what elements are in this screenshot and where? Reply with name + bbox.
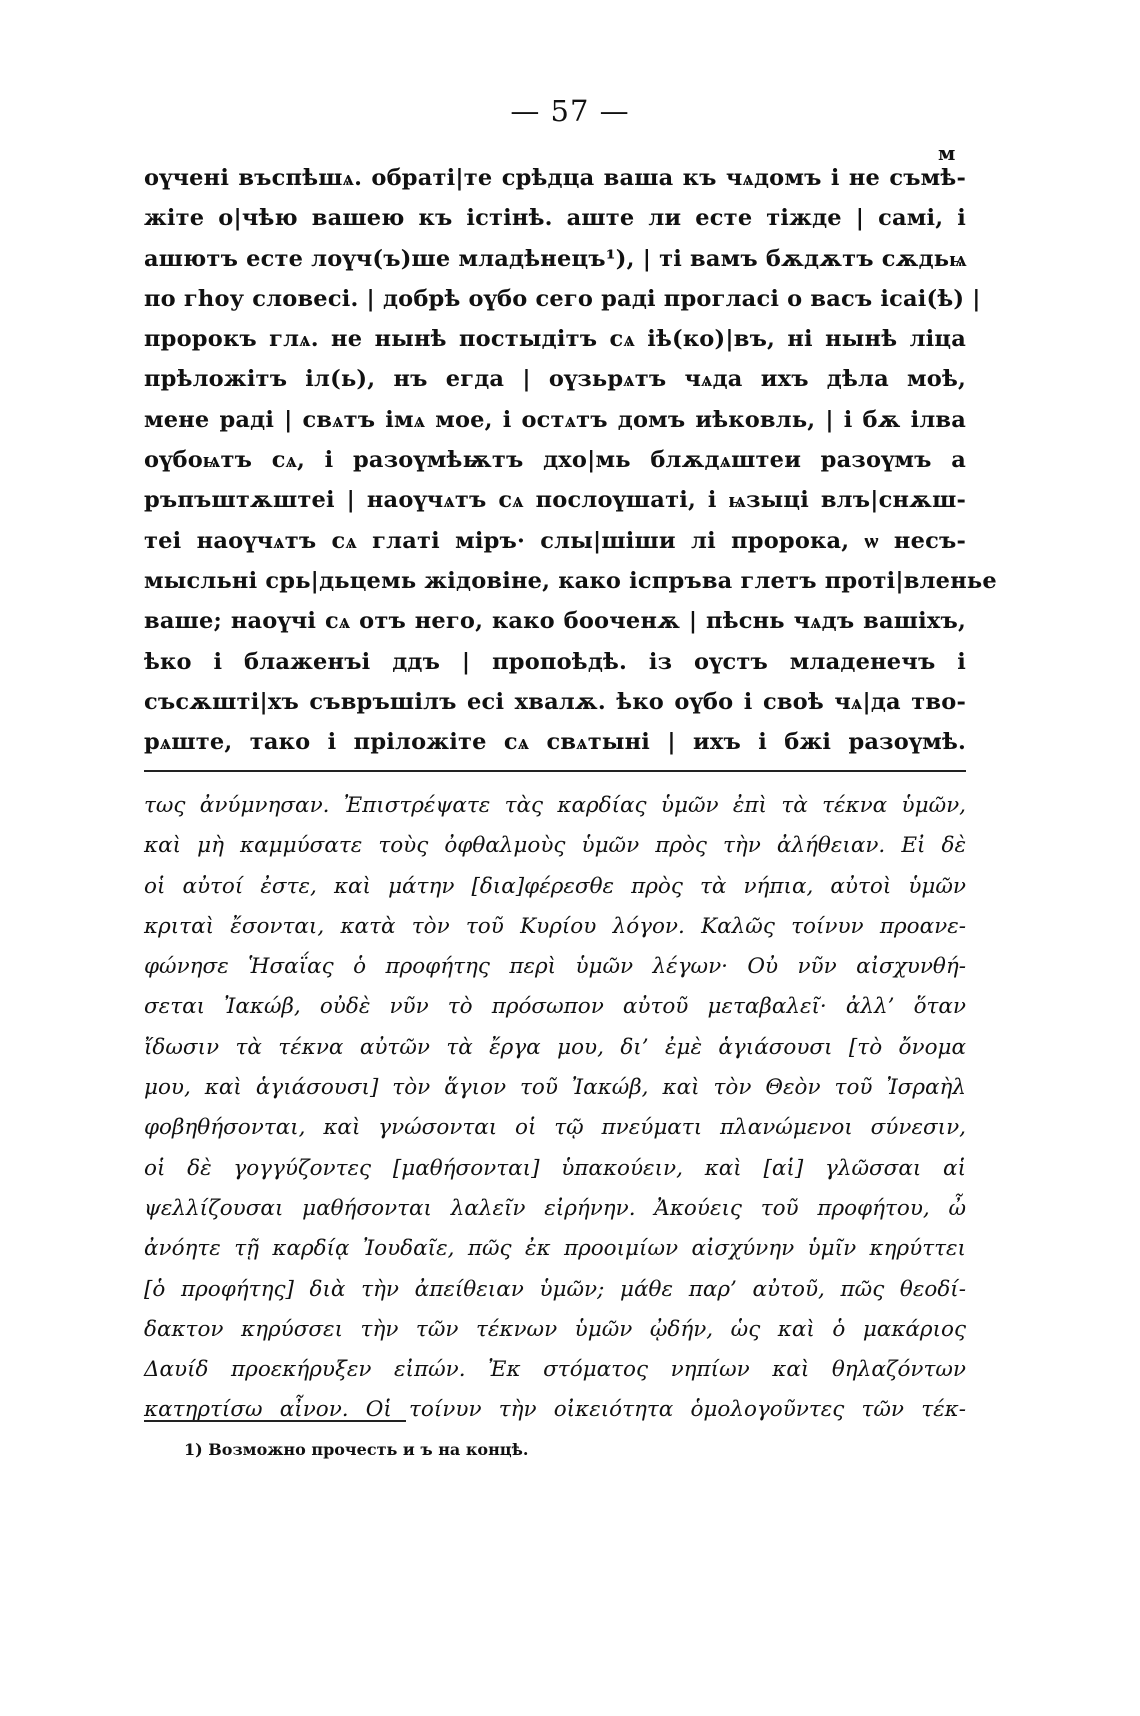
greek-line: ἀνόητε τῇ καρδίᾳ Ἰουδαῖε, πῶς ἐκ προοιμίων αἰσχύνην ὑμῖν κηρύττει (144, 1236, 966, 1262)
greek-line: κατηρτίσω αἶνον. Οἱ τοίνυν τὴν οἰκειότητα ὁμολογοῦντες τῶν τέκ- (144, 1397, 966, 1423)
marginal-mark: м (938, 141, 956, 165)
greek-line: φοβηθήσονται, καὶ γνώσονται οἱ τῷ πνεύματι πλανώμενοι σύνεσιν, (144, 1115, 966, 1141)
greek-line: καὶ μὴ καμμύσατε τοὺς ὀφθαλμοὺς ὑμῶν πρὸς τὴν ἀλήθειαν. Εἰ δὲ (144, 833, 966, 859)
page-number: — 57 — (510, 94, 630, 128)
greek-line: ψελλίζουσαι μαθήσονται λαλεῖν εἰρήνην. Ἀκούεις τοῦ προφήτου, ὦ (144, 1195, 966, 1221)
slavonic-line: рѧште, тако і пріложіте сѧ свѧтыні | ихъ і бжі разоүмѣ. (144, 729, 966, 756)
slavonic-line: оүбоѩтъ сѧ, і разоүмѣѭтъ дхо|мь блѫдѧштеи разоүмъ а (144, 447, 966, 474)
greek-line: τως ἀνύμνησαν. Ἐπιστρέψατε τὰς καρδίας ὑμῶν ἐπὶ τὰ τέκνα ὑμῶν, (144, 793, 966, 818)
slavonic-text-block (144, 158, 997, 762)
footnote-rule (144, 1420, 406, 1422)
greek-line: σεται Ἰακώβ, οὐδὲ νῦν τὸ πρόσωπον αὐτοῦ μεταβαλεῖ· ἀλλ’ ὅταν (144, 994, 966, 1020)
greek-line: μου, καὶ ἁγιάσουσι] τὸν ἅγιον τοῦ Ἰακώβ, καὶ τὸν Θεὸν τοῦ Ἰσραὴλ (144, 1075, 966, 1101)
slavonic-line: пророкъ глѧ. не нынѣ постыдітъ сѧ іѣ(ко)|въ, ні нынѣ ліца (144, 326, 966, 353)
section-separator-rule (144, 770, 966, 772)
slavonic-line: ашютъ есте лоүч(ъ)ше младѣнецъ¹), | ті вамъ бѫдѫтъ сѫдьѩ (144, 245, 967, 272)
greek-line: δακτον κηρύσσει τὴν τῶν τέκνων ὑμῶν ᾠδήν, ὡς καὶ ὁ μακάριος (144, 1316, 966, 1342)
slavonic-line: мысльні срь|дьцемь жідовіне, како іспръва глетъ проті|вленье (144, 567, 997, 594)
slavonic-line: по гһоу словесі. | добрѣ оүбо сего раді проглаcі о васъ ісаі(ѣ) | (144, 285, 981, 312)
greek-line: [ὁ προφήτης] διὰ τὴν ἀπείθειαν ὑμῶν; μάθε παρ’ αὐτοῦ, πῶς θεοδί- (144, 1276, 966, 1302)
greek-line: οἱ αὐτοί ἐστε, καὶ μάτην [δια]φέρεσθε πρὸς τὰ νήπια, αὐτοὶ ὑμῶν (144, 873, 966, 899)
slavonic-line: теі наоүчѧтъ сѧ глаті міръ· слы|шіши лі пророка, ѡ несъ- (144, 527, 966, 554)
slavonic-line: прѣложітъ іл(ь), нъ егда | оүзьрѧтъ чѧда ихъ дѣла моѣ, (144, 366, 966, 393)
greek-line: φώνησε Ἡσαΐας ὁ προφήτης περὶ ὑμῶν λέγων· Οὐ νῦν αἰσχυνθή- (144, 954, 966, 980)
slavonic-line: ваше; наоүчі сѧ отъ него, како бооченѫ | пѣснь чѧдъ вашіхъ, (144, 608, 966, 635)
slavonic-line: мене раді | свѧтъ імѧ мое, і остѧтъ домъ иѣковль, | і бѫ ілва (144, 406, 966, 433)
greek-text-block (144, 786, 966, 1431)
slavonic-line: ръпъштѫштеі | наоүчѧтъ сѧ послоүшаті, і ѩзыці влъ|снѫш- (144, 487, 966, 514)
slavonic-line: ѣко і блаженъі ддъ | пропоѣдѣ. із оүстъ младенечъ і (144, 648, 966, 675)
slavonic-line: оүчені въспѣшѧ. обраті|те срѣдца ваша къ чѧдомъ і не съмѣ- (144, 165, 966, 191)
greek-line: κριταὶ ἔσονται, κατὰ τὸν τοῦ Κυρίου λόγον. Καλῶς τοίνυν προανε- (144, 913, 966, 939)
greek-line: ἴδωσιν τὰ τέκνα αὐτῶν τὰ ἔργα μου, δι’ ἐμὲ ἁγιάσουσι [τὸ ὄνομα (144, 1034, 966, 1060)
greek-line: οἱ δὲ γογγύζοντες [μαθήσονται] ὑπακούειν, καὶ [αἱ] γλῶσσαι αἱ (144, 1155, 966, 1181)
footnote: 1) Возможно прочесть и ъ на концѣ. (184, 1440, 529, 1459)
slavonic-line: жіте о|чѣю вашею къ істінѣ. аште ли есте тіжде | самі, і (144, 205, 966, 232)
slavonic-line: съсѫшті|хъ съвръшілъ есі хвалѫ. ѣко оүбо і своѣ чѧ|да тво- (144, 688, 966, 715)
greek-line: Δαυίδ προεκήρυξεν εἰπών. Ἐκ στόματος νηπίων καὶ θηλαζόντων (144, 1357, 966, 1383)
